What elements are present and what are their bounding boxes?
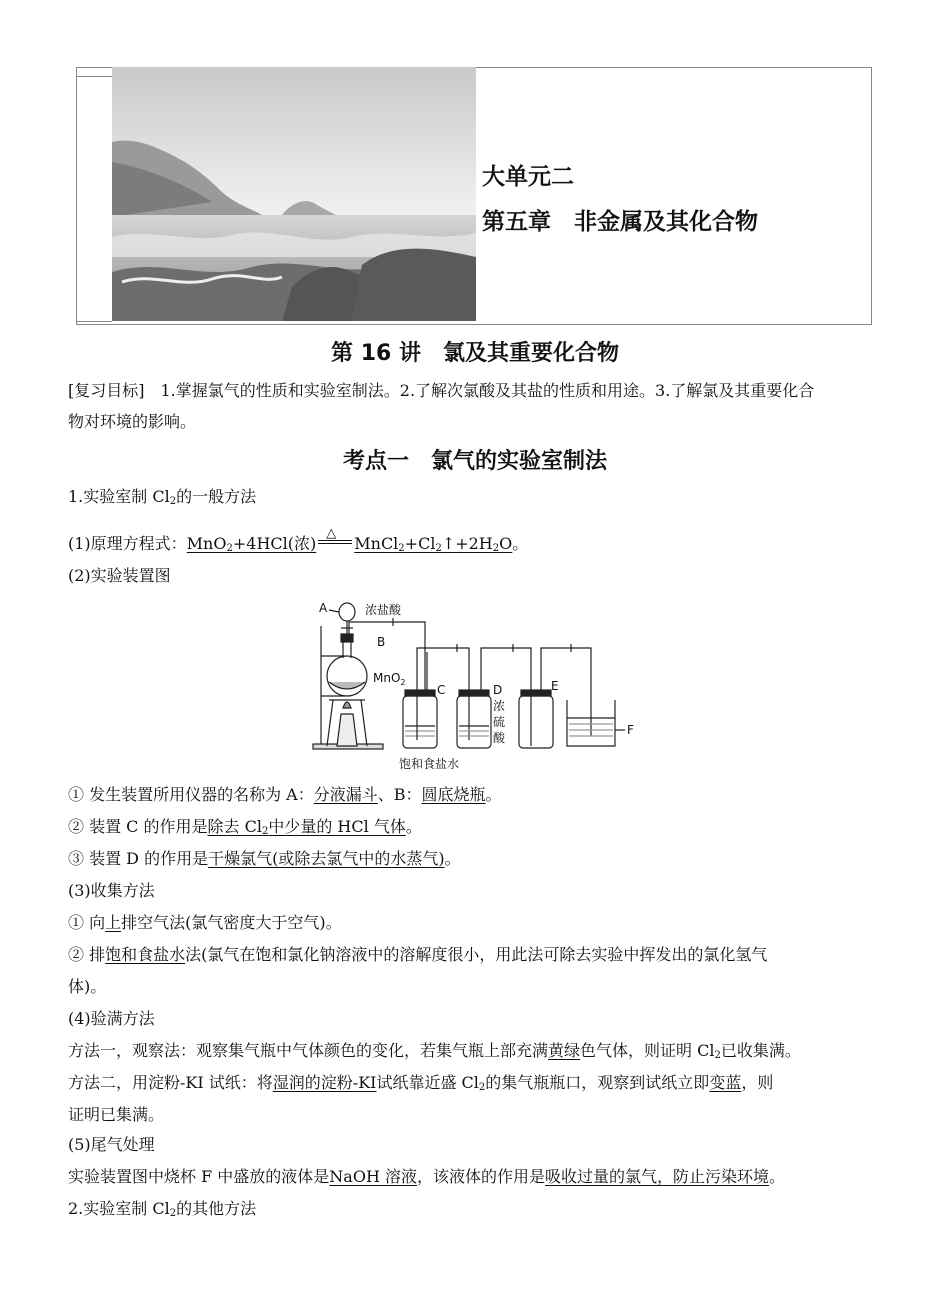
label-conc-hcl: 浓盐酸 [365,603,402,617]
equation-products: $MnCl_2+Cl_2↑+2H_2O$ [354,534,513,554]
label-A: A [319,601,328,615]
label-brine: 饱和食盐水 [399,757,460,771]
seascape-image [112,67,476,321]
check-method-2: 方法二，用淀粉‐KI 试纸：将湿润的淀粉‐KI试纸靠近盛 $Cl_2$的集气瓶瓶口，观察到试纸立即变蓝，则 [68,1073,774,1093]
objectives-line-2: 物对环境的影响。 [68,412,197,431]
banner-corner-line [76,76,112,77]
label-conc-h2so4-1: 浓 [493,699,506,713]
subsection-1-heading: 1.实验室制 $Cl_2$的一般方法 [68,487,257,507]
check-method-2-cont: 证明已集满。 [68,1105,165,1124]
unit-title: 大单元二 [482,164,574,190]
label-mno2: MnO$_2$ [373,671,406,687]
section-title: 考点一 氯气的实验室制法 [342,449,607,474]
objectives-line-1: [复习目标] 1.掌握氯气的性质和实验室制法。2.了解次氯酸及其盐的性质和用途。3.了解氯及其重要化合 [68,381,815,400]
apparatus-diagram [305,596,645,774]
label-C: C [437,683,446,697]
label-conc-h2so4-3: 酸 [493,731,506,745]
seascape-illustration [112,67,476,321]
label-D: D [493,683,503,697]
check-method-1: 方法一，观察法：观察集气瓶中气体颜色的变化，若集气瓶上部充满黄绿色气体，则证明 $Cl_2$已收集满。 [68,1041,801,1061]
label-E: E [551,679,559,693]
collect-method-2-cont: 体)。 [68,977,107,996]
label-conc-h2so4-2: 硫 [493,715,506,729]
tail-gas-treatment: 实验装置图中烧杯 F 中盛放的液体是NaOH 溶液，该液体的作用是吸收过量的氯气，防止污染环境。 [68,1167,786,1186]
objectives-label: [复习目标] [68,381,145,400]
item-3: ③ 装置 D 的作用是干燥氯气(或除去氯气中的水蒸气)。 [68,849,461,868]
item-1: ① 发生装置所用仪器的名称为 A：分液漏斗、B：圆底烧瓶。 [68,785,502,804]
collect-method-1: ① 向上排空气法(氯气密度大于空气)。 [68,913,342,932]
lecture-title: 第 16 讲 氯及其重要化合物 [331,341,619,366]
subsection-2-heading: (2)实验装置图 [68,566,171,585]
label-F: F [627,723,634,737]
subsection-6-heading: 2.实验室制 $Cl_2$的其他方法 [68,1199,257,1219]
label-B: B [377,635,386,649]
banner-corner-line [76,321,112,322]
equation-reactants: MnO$_2$+4HCl(浓) [186,534,317,554]
subsection-5-heading: (5)尾气处理 [68,1135,155,1154]
reaction-equation: (1)原理方程式：MnO$_2$+4HCl(浓) △ $MnCl_2+Cl_2↑+2H_2O$。 [68,526,529,554]
item-2: ② 装置 C 的作用是除去 $Cl_2$中少量的 HCl 气体。 [68,817,422,837]
heat-condition-sign: △ [316,533,354,555]
subsection-4-heading: (4)验满方法 [68,1009,155,1028]
subsection-3-heading: (3)收集方法 [68,881,155,900]
chapter-title: 第五章 非金属及其化合物 [482,209,758,235]
collect-method-2: ② 排饱和食盐水法(氯气在饱和氯化钠溶液中的溶解度很小，用此法可除去实验中挥发出的氯化氢气 [68,945,768,964]
